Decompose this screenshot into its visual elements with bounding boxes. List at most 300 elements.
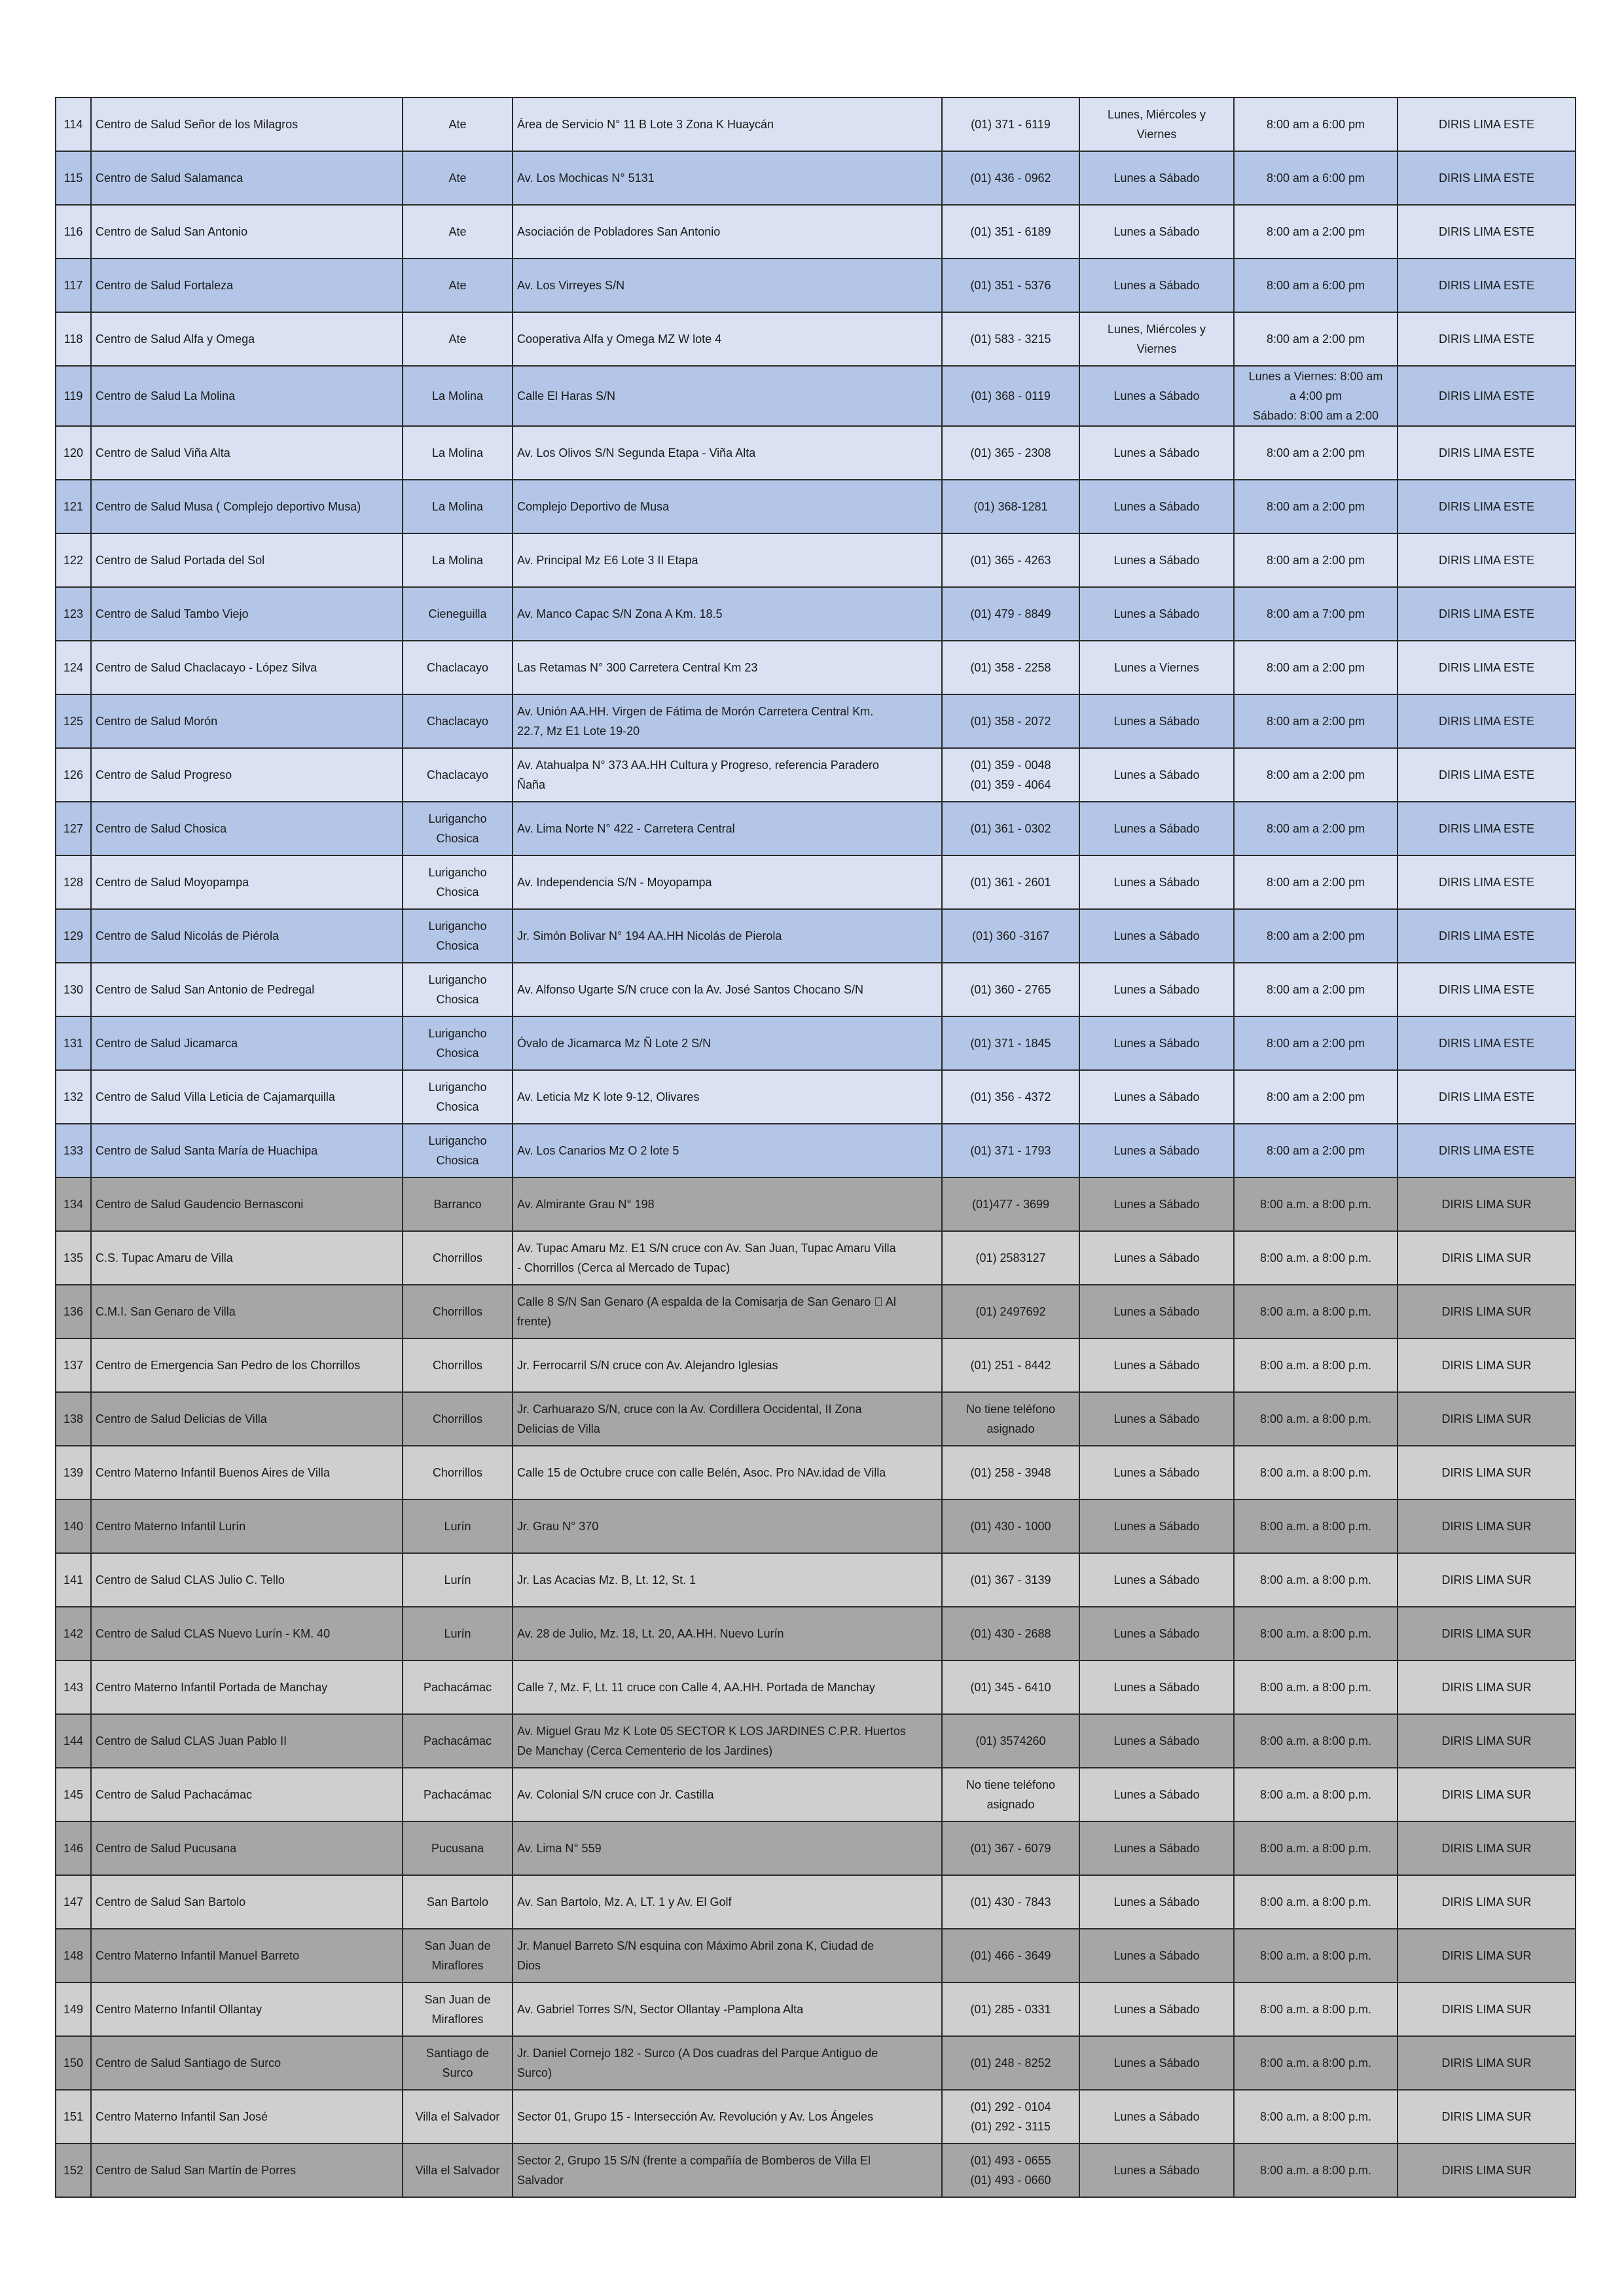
phone-line: (01) 351 - 6189 (970, 225, 1051, 238)
district-line: Lurigancho (428, 1081, 487, 1094)
phone-line: (01) 371 - 6119 (971, 118, 1051, 131)
phone-cell (942, 98, 1079, 151)
phone-cell (942, 2090, 1079, 2144)
phone-line: (01) 365 - 4263 (970, 554, 1051, 567)
attention-days-line: Lunes a Sábado (1113, 1037, 1200, 1050)
address-line: Av. Principal Mz E6 Lote 3 II Etapa (517, 554, 698, 567)
address-line: Salvador (517, 2174, 564, 2187)
phone-line: (01) 436 - 0962 (970, 171, 1051, 185)
district-line: Lurigancho (428, 1134, 487, 1147)
district-cell (403, 1231, 513, 1285)
center-name-cell: Centro de Salud Moyopampa (91, 855, 403, 909)
attention-hours-line: 8:00 a.m. a 8:00 p.m. (1259, 1788, 1372, 1801)
phone-line: (01) 292 - 0104 (970, 2100, 1051, 2113)
center-name-cell: Centro de Salud San Martín de Porres (91, 2144, 403, 2197)
district-cell (403, 205, 513, 259)
attention-days-line: Lunes a Sábado (1113, 876, 1200, 889)
table-row (56, 641, 1576, 694)
attention-hours-line: 8:00 am a 2:00 pm (1266, 661, 1365, 674)
row-number-cell: 140 (56, 1499, 91, 1553)
attention-days-cell (1079, 909, 1234, 963)
address-cell (513, 533, 942, 587)
attention-days-cell (1079, 1660, 1234, 1714)
phone-cell (942, 1285, 1079, 1338)
address-line: Sector 2, Grupo 15 S/N (frente a compañía de Bomberos de Villa El (517, 2154, 871, 2167)
phone-line: (01) 361 - 2601 (970, 876, 1051, 889)
address-line: Av. Colonial S/N cruce con Jr. Castilla (517, 1788, 714, 1801)
address-cell (513, 1660, 942, 1714)
attention-days-cell (1079, 855, 1234, 909)
center-name-cell: Centro de Salud Progreso (91, 748, 403, 802)
attention-hours-line: 8:00 am a 2:00 pm (1266, 1090, 1365, 1103)
table-row (56, 694, 1576, 748)
attention-days-cell (1079, 1446, 1234, 1499)
attention-days-line: Viernes (1136, 342, 1177, 355)
district-cell (403, 641, 513, 694)
phone-line: (01) 365 - 2308 (970, 446, 1051, 459)
row-number-cell: 125 (56, 694, 91, 748)
address-line: Av. Lima Norte N° 422 - Carretera Central (517, 822, 735, 835)
address-line: Av. Los Virreyes S/N (517, 279, 625, 292)
address-line: Av. Tupac Amaru Mz. E1 S/N cruce con Av. San Juan, Tupac Amaru Villa (517, 1242, 896, 1255)
address-line: Av. Gabriel Torres S/N, Sector Ollantay -Pamplona Alta (517, 2003, 804, 2016)
district-cell (403, 748, 513, 802)
attention-days-cell (1079, 98, 1234, 151)
table-row (56, 205, 1576, 259)
phone-cell (942, 1821, 1079, 1875)
attention-hours-cell (1234, 1231, 1398, 1285)
attention-hours-line: 8:00 a.m. a 8:00 p.m. (1259, 1198, 1372, 1211)
district-line: La Molina (431, 500, 484, 513)
address-line: Av. Leticia Mz K lote 9-12, Olivares (517, 1090, 700, 1103)
address-line: Jr. Ferrocarril S/N cruce con Av. Alejandro Iglesias (517, 1359, 778, 1372)
row-number-cell: 149 (56, 1982, 91, 2036)
address-cell (513, 1929, 942, 1982)
center-name-cell: Centro de Salud Delicias de Villa (91, 1392, 403, 1446)
district-cell (403, 259, 513, 312)
phone-line: (01) 493 - 0660 (970, 2174, 1051, 2187)
center-name-cell: Centro Materno Infantil Manuel Barreto (91, 1929, 403, 1982)
district-line: Lurín (444, 1520, 471, 1533)
phone-cell (942, 1714, 1079, 1768)
phone-line: (01) 258 - 3948 (970, 1466, 1051, 1479)
phone-line: (01) 356 - 4372 (970, 1090, 1051, 1103)
address-cell (513, 1016, 942, 1070)
phone-cell (942, 694, 1079, 748)
attention-days-line: Lunes a Sábado (1113, 607, 1200, 620)
district-line: Santiago de (425, 2047, 490, 2060)
center-name-cell: Centro de Salud Jicamarca (91, 1016, 403, 1070)
district-cell (403, 1070, 513, 1124)
table-row (56, 1338, 1576, 1392)
table-row (56, 748, 1576, 802)
center-name-cell: Centro de Salud Alfa y Omega (91, 312, 403, 366)
address-line: Las Retamas N° 300 Carretera Central Km 23 (517, 661, 758, 674)
attention-hours-line: 8:00 am a 2:00 pm (1266, 929, 1365, 942)
district-line: Miraflores (431, 2013, 484, 2026)
district-line: Lurín (444, 1627, 471, 1640)
phone-cell (942, 1875, 1079, 1929)
address-line: Óvalo de Jicamarca Mz Ñ Lote 2 S/N (517, 1037, 712, 1050)
phone-cell (942, 151, 1079, 205)
attention-hours-line: 8:00 am a 6:00 pm (1266, 171, 1365, 185)
attention-days-cell (1079, 480, 1234, 533)
table-row (56, 1392, 1576, 1446)
phone-line: (01) 371 - 1793 (970, 1144, 1051, 1157)
attention-days-cell (1079, 1929, 1234, 1982)
attention-days-line: Lunes a Sábado (1113, 2056, 1200, 2070)
district-line: Chosica (436, 993, 479, 1006)
attention-hours-cell (1234, 802, 1398, 855)
district-cell (403, 2036, 513, 2090)
phone-cell (942, 1231, 1079, 1285)
phone-line: (01) 479 - 8849 (970, 607, 1051, 620)
attention-hours-cell (1234, 1982, 1398, 2036)
phone-line: (01) 251 - 8442 (970, 1359, 1051, 1372)
attention-days-line: Lunes a Sábado (1113, 1144, 1200, 1157)
table-row (56, 1070, 1576, 1124)
diris-cell: DIRIS LIMA SUR (1398, 1821, 1576, 1875)
address-line: Área de Servicio N° 11 B Lote 3 Zona K Huaycán (517, 118, 774, 131)
phone-line: (01) 368-1281 (973, 500, 1048, 513)
phone-line: (01) 359 - 0048 (970, 759, 1051, 772)
district-line: Ate (448, 332, 467, 346)
phone-cell (942, 1553, 1079, 1607)
row-number-cell: 130 (56, 963, 91, 1016)
phone-cell (942, 1660, 1079, 1714)
attention-hours-cell (1234, 1446, 1398, 1499)
attention-hours-cell (1234, 1875, 1398, 1929)
phone-cell (942, 963, 1079, 1016)
phone-line: (01) 285 - 0331 (970, 2003, 1051, 2016)
attention-days-cell (1079, 2036, 1234, 2090)
address-cell (513, 909, 942, 963)
diris-cell: DIRIS LIMA SUR (1398, 1714, 1576, 1768)
district-cell (403, 855, 513, 909)
diris-cell: DIRIS LIMA ESTE (1398, 312, 1576, 366)
phone-cell (942, 909, 1079, 963)
attention-hours-line: 8:00 am a 2:00 pm (1266, 1037, 1365, 1050)
diris-cell: DIRIS LIMA ESTE (1398, 533, 1576, 587)
attention-hours-line: 8:00 a.m. a 8:00 p.m. (1259, 1520, 1372, 1533)
phone-line: (01) 360 - 2765 (970, 983, 1051, 996)
district-cell (403, 587, 513, 641)
row-number-cell: 118 (56, 312, 91, 366)
district-line: Villa el Salvador (415, 2164, 500, 2177)
address-line: Surco) (517, 2066, 552, 2079)
phone-line: asignado (986, 1422, 1035, 1435)
diris-cell: DIRIS LIMA ESTE (1398, 1124, 1576, 1177)
district-cell (403, 1553, 513, 1607)
center-name-cell: Centro de Salud Nicolás de Piérola (91, 909, 403, 963)
district-cell (403, 1392, 513, 1446)
address-cell (513, 1499, 942, 1553)
district-cell (403, 1446, 513, 1499)
table-row (56, 2144, 1576, 2197)
phone-cell (942, 641, 1079, 694)
district-line: Chaclacayo (426, 768, 489, 781)
attention-hours-cell (1234, 205, 1398, 259)
phone-cell (942, 1982, 1079, 2036)
table-row (56, 587, 1576, 641)
attention-days-cell (1079, 259, 1234, 312)
center-name-cell: Centro de Salud Chosica (91, 802, 403, 855)
center-name-cell: Centro de Salud Salamanca (91, 151, 403, 205)
table-row (56, 259, 1576, 312)
attention-hours-cell (1234, 855, 1398, 909)
address-cell (513, 2090, 942, 2144)
attention-hours-line: 8:00 a.m. a 8:00 p.m. (1259, 1842, 1372, 1855)
address-line: Av. Los Canarios Mz O 2 lote 5 (517, 1144, 679, 1157)
district-cell (403, 1607, 513, 1660)
attention-hours-cell (1234, 2036, 1398, 2090)
attention-days-line: Lunes a Sábado (1113, 1734, 1200, 1748)
address-cell (513, 366, 942, 426)
table-row (56, 1231, 1576, 1285)
address-cell (513, 641, 942, 694)
table-body (56, 98, 1576, 2197)
attention-days-line: Lunes a Sábado (1113, 1681, 1200, 1694)
attention-days-line: Lunes a Sábado (1113, 500, 1200, 513)
district-line: Pachacámac (423, 1734, 492, 1748)
address-cell (513, 1714, 942, 1768)
row-number-cell: 143 (56, 1660, 91, 1714)
address-line: frente) (517, 1315, 552, 1328)
diris-cell: DIRIS LIMA SUR (1398, 1768, 1576, 1821)
row-number-cell: 127 (56, 802, 91, 855)
district-cell (403, 1982, 513, 2036)
diris-cell: DIRIS LIMA SUR (1398, 1553, 1576, 1607)
row-number-cell: 121 (56, 480, 91, 533)
district-line: San Juan de (424, 1939, 491, 1952)
district-line: Ate (448, 279, 467, 292)
address-cell (513, 587, 942, 641)
attention-days-line: Lunes a Sábado (1113, 929, 1200, 942)
row-number-cell: 129 (56, 909, 91, 963)
district-cell (403, 2090, 513, 2144)
address-cell (513, 1875, 942, 1929)
diris-cell: DIRIS LIMA ESTE (1398, 426, 1576, 480)
table-row (56, 312, 1576, 366)
attention-days-line: Lunes a Sábado (1113, 1251, 1200, 1265)
address-cell (513, 855, 942, 909)
attention-days-line: Lunes a Sábado (1113, 2003, 1200, 2016)
district-cell (403, 98, 513, 151)
phone-line: (01) 430 - 2688 (970, 1627, 1051, 1640)
table-row (56, 2090, 1576, 2144)
attention-days-cell (1079, 1016, 1234, 1070)
attention-days-line: Lunes a Sábado (1113, 1842, 1200, 1855)
attention-hours-line: 8:00 a.m. a 8:00 p.m. (1259, 1627, 1372, 1640)
address-line: Calle 15 de Octubre cruce con calle Belén, Asoc. Pro NAv.idad de Villa (517, 1466, 886, 1479)
district-cell (403, 1768, 513, 1821)
row-number-cell: 126 (56, 748, 91, 802)
attention-hours-cell (1234, 533, 1398, 587)
center-name-cell: Centro de Salud Pachacámac (91, 1768, 403, 1821)
diris-cell: DIRIS LIMA SUR (1398, 2036, 1576, 2090)
attention-days-cell (1079, 1338, 1234, 1392)
district-line: Pachacámac (423, 1681, 492, 1694)
attention-hours-line: 8:00 am a 6:00 pm (1266, 279, 1365, 292)
attention-hours-line: 8:00 am a 2:00 pm (1266, 225, 1365, 238)
phone-line: (01)477 - 3699 (971, 1198, 1050, 1211)
phone-cell (942, 1607, 1079, 1660)
row-number-cell: 141 (56, 1553, 91, 1607)
row-number-cell: 122 (56, 533, 91, 587)
diris-cell: DIRIS LIMA ESTE (1398, 748, 1576, 802)
district-cell (403, 1714, 513, 1768)
district-line: Lurigancho (428, 920, 487, 933)
district-line: Chorrillos (432, 1305, 483, 1318)
table-row (56, 98, 1576, 151)
attention-days-line: Lunes a Sábado (1113, 389, 1200, 403)
district-cell (403, 1821, 513, 1875)
center-name-cell: Centro de Salud CLAS Nuevo Lurín - KM. 40 (91, 1607, 403, 1660)
attention-hours-cell (1234, 1499, 1398, 1553)
attention-days-cell (1079, 1875, 1234, 1929)
address-line: Cooperativa Alfa y Omega MZ W lote 4 (517, 332, 722, 346)
address-line: Calle El Haras S/N (517, 389, 616, 403)
diris-cell: DIRIS LIMA ESTE (1398, 694, 1576, 748)
phone-cell (942, 1446, 1079, 1499)
attention-days-line: Lunes a Sábado (1113, 279, 1200, 292)
attention-hours-cell (1234, 963, 1398, 1016)
address-cell (513, 1553, 942, 1607)
phone-line: (01) 430 - 1000 (970, 1520, 1051, 1533)
address-cell (513, 426, 942, 480)
district-line: Lurín (444, 1573, 471, 1587)
district-cell (403, 694, 513, 748)
district-cell (403, 533, 513, 587)
phone-line: (01) 3574260 (975, 1734, 1046, 1748)
phone-cell (942, 1177, 1079, 1231)
attention-days-cell (1079, 1177, 1234, 1231)
table-row (56, 480, 1576, 533)
attention-hours-line: 8:00 a.m. a 8:00 p.m. (1259, 2110, 1372, 2123)
address-line: Av. Los Mochicas N° 5131 (517, 171, 655, 185)
attention-days-cell (1079, 1553, 1234, 1607)
attention-hours-line: 8:00 am a 2:00 pm (1266, 446, 1365, 459)
center-name-cell: Centro de Emergencia San Pedro de los Chorrillos (91, 1338, 403, 1392)
table-row (56, 1607, 1576, 1660)
phone-line: (01) 367 - 3139 (970, 1573, 1051, 1587)
table-row (56, 1446, 1576, 1499)
attention-hours-cell (1234, 1177, 1398, 1231)
attention-hours-cell (1234, 1821, 1398, 1875)
address-cell (513, 2036, 942, 2090)
attention-hours-line: 8:00 a.m. a 8:00 p.m. (1259, 1681, 1372, 1694)
address-line: Dios (517, 1959, 541, 1972)
attention-hours-cell (1234, 2090, 1398, 2144)
row-number-cell: 131 (56, 1016, 91, 1070)
address-line: Av. San Bartolo, Mz. A, LT. 1 y Av. El Golf (517, 1895, 732, 1909)
district-cell (403, 1875, 513, 1929)
phone-cell (942, 205, 1079, 259)
phone-line: (01) 367 - 6079 (970, 1842, 1051, 1855)
district-line: San Bartolo (426, 1895, 489, 1909)
phone-cell (942, 426, 1079, 480)
district-cell (403, 1660, 513, 1714)
attention-hours-cell (1234, 1124, 1398, 1177)
district-cell (403, 366, 513, 426)
table-row (56, 533, 1576, 587)
attention-hours-line: 8:00 a.m. a 8:00 p.m. (1259, 2056, 1372, 2070)
phone-line: (01) 351 - 5376 (970, 279, 1051, 292)
address-cell (513, 694, 942, 748)
health-centers-table (55, 97, 1576, 2198)
attention-hours-line: 8:00 am a 7:00 pm (1266, 607, 1365, 620)
attention-hours-line: 8:00 am a 2:00 pm (1266, 500, 1365, 513)
attention-days-line: Lunes a Sábado (1113, 1520, 1200, 1533)
row-number-cell: 145 (56, 1768, 91, 1821)
phone-line: (01) 361 - 0302 (970, 822, 1051, 835)
attention-hours-line: 8:00 a.m. a 8:00 p.m. (1259, 1251, 1372, 1265)
center-name-cell: C.M.I. San Genaro de Villa (91, 1285, 403, 1338)
district-line: Lurigancho (428, 866, 487, 879)
attention-hours-cell (1234, 1929, 1398, 1982)
address-line: Av. Manco Capac S/N Zona A Km. 18.5 (517, 607, 723, 620)
district-line: Chosica (436, 886, 479, 899)
phone-line: (01) 2497692 (975, 1305, 1046, 1318)
attention-hours-line: 8:00 am a 2:00 pm (1266, 876, 1365, 889)
phone-line: (01) 2583127 (975, 1251, 1046, 1265)
attention-hours-line: 8:00 am a 2:00 pm (1266, 983, 1365, 996)
address-line: Jr. Carhuarazo S/N, cruce con la Av. Cordillera Occidental, II Zona (517, 1403, 862, 1416)
district-line: Chorrillos (432, 1466, 483, 1479)
attention-hours-cell (1234, 748, 1398, 802)
attention-days-line: Lunes a Sábado (1113, 2110, 1200, 2123)
address-line: Av. Unión AA.HH. Virgen de Fátima de Morón Carretera Central Km. (517, 705, 874, 718)
attention-hours-cell (1234, 1016, 1398, 1070)
phone-cell (942, 1124, 1079, 1177)
phone-cell (942, 1499, 1079, 1553)
attention-hours-line: 8:00 a.m. a 8:00 p.m. (1259, 1305, 1372, 1318)
attention-days-line: Lunes a Sábado (1113, 1627, 1200, 1640)
address-cell (513, 748, 942, 802)
address-cell (513, 1768, 942, 1821)
district-line: Ate (448, 225, 467, 238)
attention-hours-cell (1234, 312, 1398, 366)
attention-days-line: Lunes a Sábado (1113, 1788, 1200, 1801)
diris-cell: DIRIS LIMA ESTE (1398, 963, 1576, 1016)
attention-hours-cell (1234, 1285, 1398, 1338)
center-name-cell: Centro de Salud Morón (91, 694, 403, 748)
attention-hours-line: 8:00 a.m. a 8:00 p.m. (1259, 1949, 1372, 1962)
center-name-cell: Centro de Salud Santa María de Huachipa (91, 1124, 403, 1177)
address-cell (513, 1231, 942, 1285)
row-number-cell: 138 (56, 1392, 91, 1446)
address-cell (513, 205, 942, 259)
attention-hours-cell (1234, 1714, 1398, 1768)
phone-line: (01) 583 - 3215 (970, 332, 1051, 346)
address-line: Complejo Deportivo de Musa (517, 500, 670, 513)
address-line: Av. Lima N° 559 (517, 1842, 602, 1855)
table-row (56, 909, 1576, 963)
table-row (56, 1124, 1576, 1177)
attention-days-cell (1079, 587, 1234, 641)
center-name-cell: Centro de Salud San Antonio de Pedregal (91, 963, 403, 1016)
diris-cell: DIRIS LIMA SUR (1398, 1285, 1576, 1338)
address-cell (513, 312, 942, 366)
center-name-cell: Centro de Salud Pucusana (91, 1821, 403, 1875)
attention-days-cell (1079, 2090, 1234, 2144)
district-cell (403, 312, 513, 366)
row-number-cell: 115 (56, 151, 91, 205)
attention-days-cell (1079, 533, 1234, 587)
table-row (56, 1929, 1576, 1982)
diris-cell: DIRIS LIMA ESTE (1398, 480, 1576, 533)
table-row (56, 366, 1576, 426)
